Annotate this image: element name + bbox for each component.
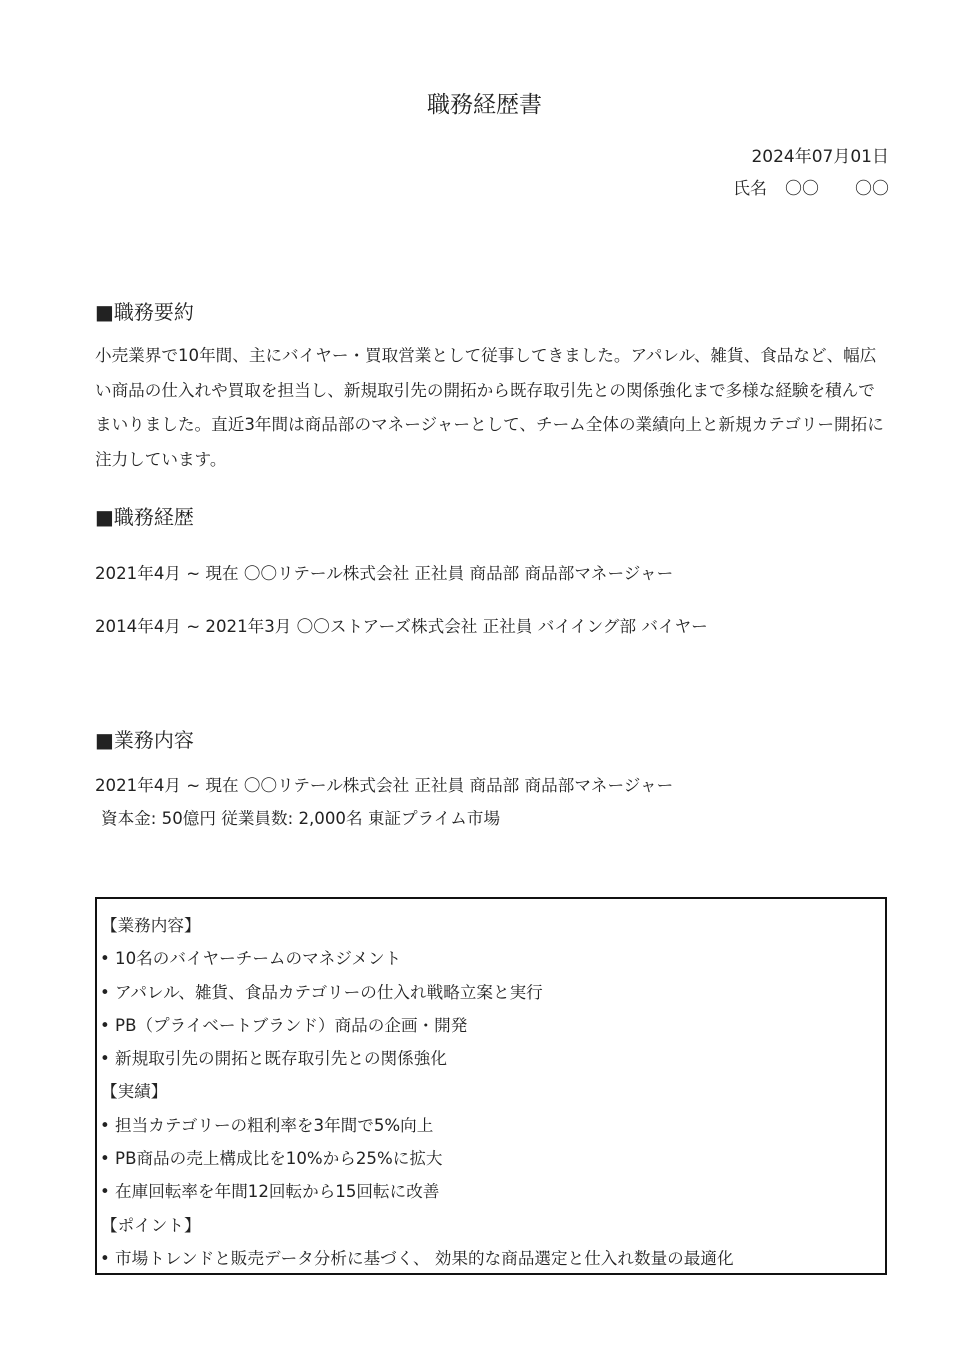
duties-heading: ■業務内容 — [95, 728, 194, 752]
document-date: 2024年07月01日 — [751, 147, 889, 167]
box-section-heading: 【ポイント】 — [101, 1215, 201, 1235]
history-entry: 2014年4月 ~ 2021年3月 〇〇ストアーズ株式会社 正社員 バイイング部 バイヤー — [95, 617, 708, 636]
box-section-heading: 【業務内容】 — [101, 916, 201, 935]
box-bullet-item: • 新規取引先の開拓と既存取引先との関係強化 — [100, 1049, 447, 1069]
applicant-name — [733, 174, 889, 199]
box-section-heading: 【実績】 — [101, 1082, 168, 1102]
company-info-line: 資本金: 50億円 従業員数: 2,000名 東証プライム市場 — [101, 809, 501, 828]
name-given: 〇〇 — [855, 179, 889, 199]
summary-text: 小売業界で10年間、主にバイヤー・買取営業として従事してきました。アパレル、雑貨、食品など、幅広い商品の仕入れや買取を担当し、新規取引先の開拓から既存取引先との関係強化まで多様な経験を積んでまいりました。直近3年間は商品部のマネージャーとして、チーム全体の業績向上と新規カテゴリー開拓に注力しています。 — [95, 346, 884, 469]
name-family: 〇〇 — [785, 179, 819, 199]
box-bullet-item: • PB商品の売上構成比を10%から25%に拡大 — [100, 1149, 443, 1169]
box-bullet-item: • PB（プライベートブランド）商品の企画・開発 — [100, 1015, 468, 1035]
history-heading: ■職務経歴 — [95, 505, 194, 529]
name-label: 氏名 — [733, 179, 767, 199]
box-bullet-item: • 担当カテゴリーの粗利率を3年間で5%向上 — [100, 1115, 434, 1135]
duties-detail-box — [95, 897, 887, 1275]
box-bullet-item: • 在庫回転率を年間12回転から15回転に改善 — [100, 1182, 440, 1202]
history-entry: 2021年4月 ~ 現在 〇〇リテール株式会社 正社員 商品部 商品部マネージャー — [95, 564, 674, 583]
summary-heading: ■職務要約 — [95, 300, 194, 324]
box-bullet-item: • 市場トレンドと販売データ分析に基づく、 効果的な商品選定と仕入れ数量の最適化 — [100, 1248, 734, 1268]
duties-period-line: 2021年4月 ~ 現在 〇〇リテール株式会社 正社員 商品部 商品部マネージャー — [95, 776, 674, 795]
box-bullet-item: • アパレル、雑貨、食品カテゴリーの仕入れ戦略立案と実行 — [100, 982, 543, 1002]
document-title: 職務経歴書 — [427, 92, 542, 118]
box-bullet-item: • 10名のバイヤーチームのマネジメント — [100, 949, 402, 969]
